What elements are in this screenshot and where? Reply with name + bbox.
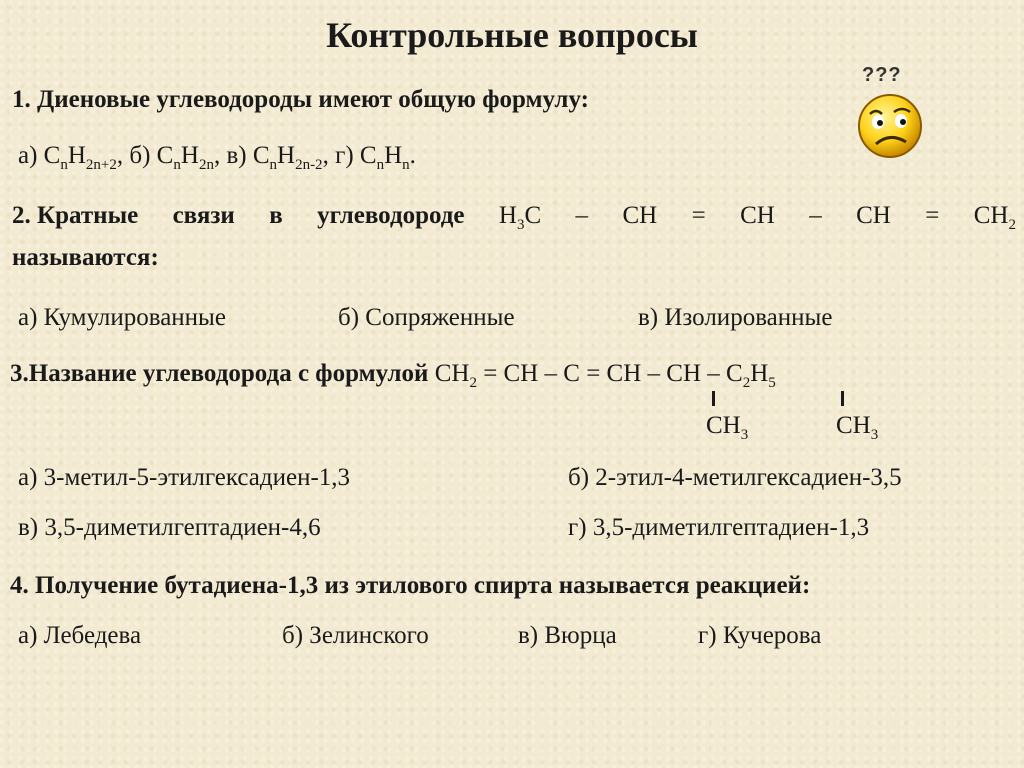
- q3-formula: [434, 360, 776, 391]
- option-c: в) C: [226, 142, 270, 169]
- branch-ch3-2: [836, 412, 879, 443]
- formula-part: CH: [856, 202, 891, 229]
- separator: ,: [213, 142, 221, 169]
- branch-bond-2: [841, 391, 844, 406]
- question-3-text: 3.Название углеводорода с формулой: [10, 360, 429, 387]
- subscript: 2n+2: [85, 157, 117, 173]
- question-1: 1. Диеновые углеводороды имеют общую формулу:: [12, 86, 589, 113]
- formula-part: H: [67, 142, 86, 169]
- subscript: n: [402, 157, 410, 173]
- q4-option-c: в) Вюрца: [518, 622, 617, 649]
- formula-part: CH: [973, 202, 1009, 229]
- branch-ch3-1: [706, 412, 749, 443]
- subscript: n: [269, 157, 277, 173]
- q3-option-d: г) 3,5-диметилгептадиен-1,3: [568, 514, 870, 541]
- subscript: 2n: [198, 157, 214, 173]
- subscript: 2: [742, 375, 751, 391]
- q2-formula-ch2: [973, 202, 1016, 233]
- subscript: 3: [870, 427, 879, 443]
- separator: ,: [322, 142, 329, 169]
- q3-option-c: в) 3,5-диметилгептадиен-4,6: [18, 514, 321, 541]
- formula-part: CH: [434, 360, 470, 387]
- formula-part: CH: [706, 412, 741, 439]
- q2-option-b: б) Сопряженные: [338, 304, 515, 331]
- q4-option-b: б) Зелинского: [282, 622, 429, 649]
- option-b: б) C: [129, 142, 174, 169]
- q4-option-d: г) Кучерова: [698, 622, 822, 649]
- bond-single: –: [809, 202, 822, 229]
- question-2-line-1: [12, 202, 1016, 233]
- subscript: 3: [740, 427, 749, 443]
- confused-face-icon: [856, 64, 928, 160]
- question-3: [10, 360, 776, 391]
- formula-part: C: [524, 202, 542, 229]
- formula-part: CH: [836, 412, 871, 439]
- q2-word: связи: [172, 202, 235, 229]
- formula-part: H: [750, 360, 769, 387]
- question-marks: ???: [862, 64, 902, 86]
- separator: ,: [116, 142, 124, 169]
- subscript: 2: [469, 375, 477, 391]
- q2-word: 2. Кратные: [12, 202, 139, 229]
- branch-bond-1: [712, 391, 715, 406]
- option-d: г) C: [335, 142, 377, 169]
- q2-option-c: в) Изолированные: [638, 304, 833, 331]
- subscript: 2: [1008, 217, 1016, 233]
- formula-part: H: [180, 142, 199, 169]
- q2-word: углеводороде: [317, 202, 465, 229]
- q4-option-a: а) Лебедева: [18, 622, 142, 649]
- option-a: а) C: [18, 142, 61, 169]
- question-2-line-2: называются:: [12, 244, 159, 271]
- subscript: n: [60, 157, 68, 173]
- bond-single: –: [575, 202, 589, 229]
- q2-word: в: [269, 202, 283, 229]
- q2-formula-h3c: [498, 202, 542, 233]
- formula-part: H: [498, 202, 517, 229]
- subscript: 5: [768, 375, 776, 391]
- subscript: 2n-2: [295, 157, 323, 173]
- page-title: Контрольные вопросы: [326, 15, 698, 55]
- bond-double: =: [691, 202, 706, 229]
- q3-option-a: а) 3-метил-5-этилгексадиен-1,3: [18, 464, 351, 491]
- subscript: n: [173, 157, 181, 173]
- formula-part: CH: [622, 202, 658, 229]
- formula-part: CH: [740, 202, 775, 229]
- formula-part: H: [384, 142, 403, 169]
- separator: .: [409, 142, 416, 169]
- q2-option-a: а) Кумулированные: [18, 304, 226, 331]
- bond-double: =: [925, 202, 940, 229]
- formula-part: = CH – C = CH – CH – C: [476, 360, 743, 387]
- formula-part: H: [277, 142, 296, 169]
- subscript: 3: [516, 217, 525, 233]
- question-1-options: [18, 142, 416, 173]
- question-4: 4. Получение бутадиена-1,3 из этилового спирта называется реакцией:: [10, 572, 811, 599]
- q3-option-b: б) 2-этил-4-метилгексадиен-3,5: [568, 464, 902, 491]
- subscript: n: [376, 157, 385, 173]
